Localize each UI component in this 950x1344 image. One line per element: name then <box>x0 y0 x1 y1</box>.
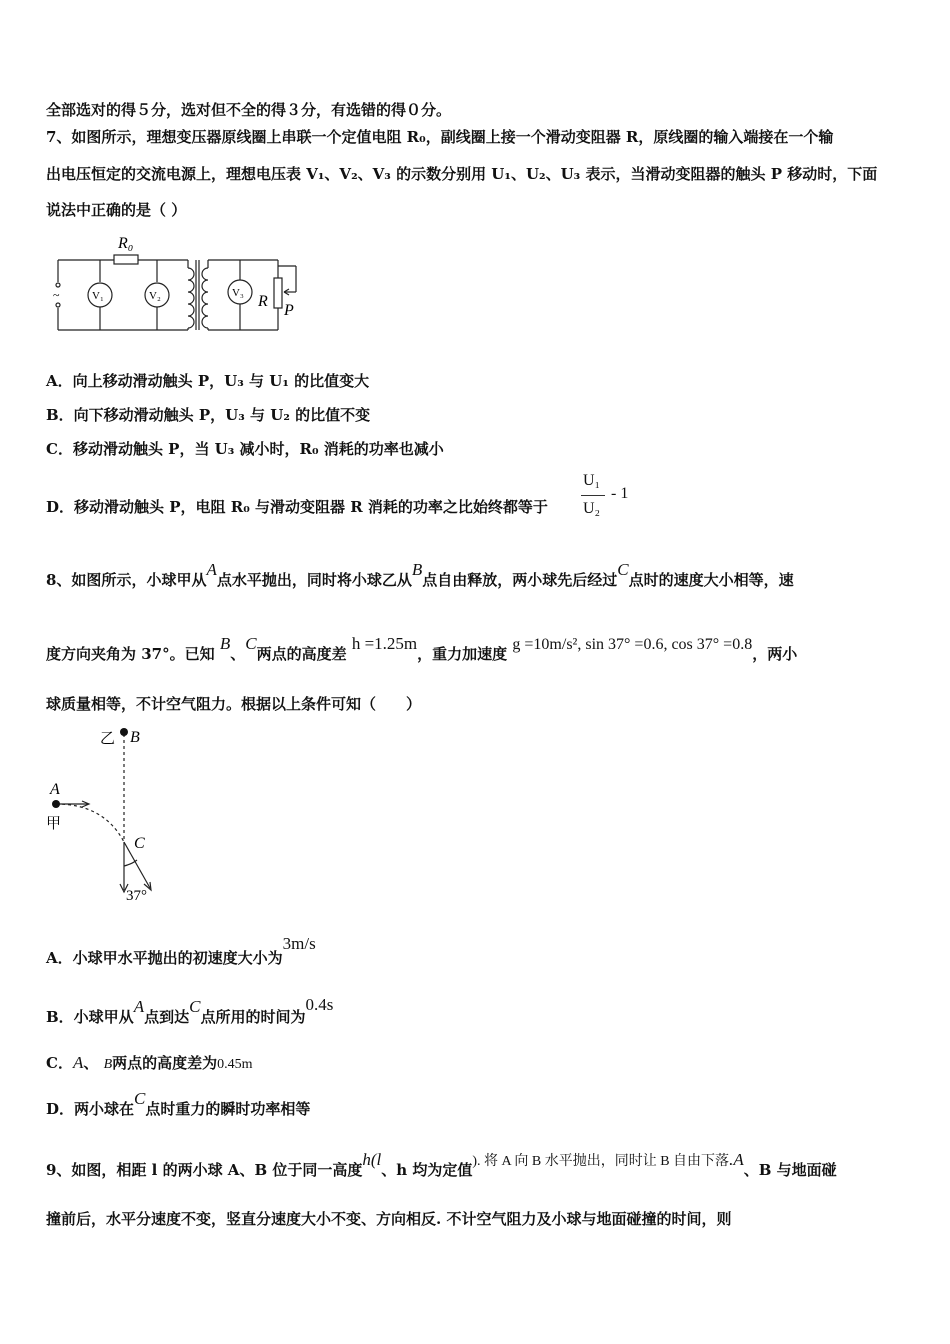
q8-fig-label-b: B <box>130 729 140 746</box>
q7-v3-label: V₃ <box>232 287 244 299</box>
q7-option-d-fraction-num: U₁ <box>583 472 601 489</box>
q9-l1-a: 9、如图，相距 l 的两小球 A、B 位于同一高度 <box>46 1161 363 1179</box>
q7-stem-line-3: 说法中正确的是（ ） <box>46 201 187 219</box>
q8-option-b-point-a: A <box>133 997 145 1016</box>
q9-l1-d: 、B 与地面碰 <box>743 1161 837 1179</box>
q8-stem-line-1 <box>46 560 794 590</box>
q8-l1-b: 点水平抛出，同时将小球乙从 <box>216 571 412 589</box>
q8-l1-point-c: C <box>617 560 629 579</box>
q8-option-c-point-b: B <box>103 1057 113 1072</box>
q9-l1-point-a: .A <box>729 1150 744 1169</box>
q9-stem-line-2: 撞前后，水平分速度不变，竖直分速度大小不变、方向相反. 不计空气阻力及小球与地面碰撞的时间，则 <box>46 1210 732 1228</box>
q7-option-a[interactable]: A．向上移动滑动触头 P，U₃ 与 U₁ 的比值变大 <box>46 372 370 390</box>
q7-option-d-fraction-den: U₂ <box>583 500 601 517</box>
q8-fig-label-jia: 甲 <box>46 816 62 832</box>
q7-p-label: P <box>284 302 294 319</box>
q7-option-b[interactable]: B．向下移动滑动触头 P，U₃ 与 U₂ 的比值不变 <box>46 406 371 424</box>
q8-option-c-a: C． <box>46 1054 73 1072</box>
q9-l1-b: 、h 均为定值 <box>381 1161 473 1179</box>
q8-option-c-value: 0.45m <box>217 1057 253 1072</box>
q7-transformer-circuit-figure <box>50 230 310 340</box>
q7-r0-label: R₀ <box>118 235 134 252</box>
q8-stem-line-2 <box>46 634 798 665</box>
q8-l2-d: ，两小 <box>752 645 798 663</box>
q8-option-d-a: D．两小球在 <box>46 1100 135 1118</box>
q7-r-label: R <box>258 293 268 310</box>
q8-stem-line-3: 球质量相等，不计空气阻力。根据以上条件可知（ ） <box>46 695 422 713</box>
q9-l1-c: ). 将 A 向 B 水平抛出，同时让 B 自由下落 <box>472 1154 730 1169</box>
q9-l1-h: h(l <box>362 1150 382 1169</box>
q8-option-b-b: 点到达 <box>144 1008 190 1026</box>
q8-option-a[interactable] <box>46 934 316 968</box>
q8-option-c[interactable] <box>46 1053 253 1075</box>
q8-l2-point-b: B <box>219 634 231 653</box>
q8-option-c-sep: 、 <box>83 1054 99 1072</box>
q7-option-c[interactable]: C．移动滑动触头 P，当 U₃ 减小时，R₀ 消耗的功率也减小 <box>46 440 444 458</box>
q8-l1-c: 点自由释放，两小球先后经过 <box>422 571 618 589</box>
q8-option-d-b: 点时重力的瞬时功率相等 <box>145 1100 311 1118</box>
q7-stem-line-1: 7、如图所示，理想变压器原线圈上串联一个定值电阻 R₀，副线圈上接一个滑动变阻器 R，原线圈的输入端接在一个输 <box>46 128 834 146</box>
q8-option-d-point-c: C <box>134 1089 146 1108</box>
q8-option-b-a: B．小球甲从 <box>46 1008 134 1026</box>
q8-option-a-text: A．小球甲水平抛出的初速度大小为 <box>46 949 283 967</box>
q8-fig-label-angle: 37° <box>126 888 147 904</box>
q7-ac-source-label: ~ <box>53 288 60 302</box>
q8-l2-a: 度方向夹角为 37°。已知 <box>46 645 215 663</box>
q8-option-c-b: 两点的高度差为 <box>112 1054 218 1072</box>
q8-height-formula: h =1.25m <box>351 634 418 653</box>
q8-fig-label-a: A <box>50 781 60 798</box>
q8-option-b-point-c: C <box>189 997 201 1016</box>
q8-l1-a: 8、如图所示，小球甲从 <box>46 571 207 589</box>
q8-fig-label-c: C <box>134 835 145 852</box>
q8-l2-b: 两点的高度差 <box>256 645 347 663</box>
q7-v2-label: V₂ <box>149 290 161 302</box>
q7-option-d-fraction-bar <box>581 495 605 496</box>
q8-l2-c: ，重力加速度 <box>417 645 508 663</box>
q8-projectile-figure <box>44 722 174 907</box>
q8-option-b-c: 点所用的时间为 <box>200 1008 306 1026</box>
q8-l1-point-b: B <box>411 560 423 579</box>
q7-option-d[interactable]: D．移动滑动触头 P，电阻 R₀ 与滑动变阻器 R 消耗的功率之比始终都等于 <box>46 498 548 516</box>
q8-option-b-value: 0.4s <box>305 995 334 1014</box>
q8-option-d[interactable] <box>46 1089 311 1119</box>
q8-option-a-value: 3m/s <box>282 934 316 953</box>
q7-option-d-fraction-tail: - 1 <box>611 485 629 502</box>
q8-l2-sep: 、 <box>230 645 246 663</box>
q8-option-b[interactable] <box>46 995 334 1027</box>
q8-gravity-formula: g =10m/s², sin 37° =0.6, cos 37° =0.8 <box>512 636 753 653</box>
q8-l1-d: 点时的速度大小相等，速 <box>628 571 794 589</box>
q8-fig-label-yi: 乙 <box>100 731 116 747</box>
q8-option-c-point-a: A <box>72 1053 84 1072</box>
q7-v1-label: V₁ <box>92 290 104 302</box>
q8-l2-point-c: C <box>245 634 257 653</box>
q9-stem-line-1 <box>46 1150 837 1182</box>
q8-l1-point-a: A <box>206 560 217 579</box>
score-rule-line: 全部选对的得５分，选对但不全的得３分，有选错的得０分。 <box>46 101 452 119</box>
q7-stem-line-2: 出电压恒定的交流电源上，理想电压表 V₁、V₂、V₃ 的示数分别用 U₁、U₂、U₃ 表示，当滑动变阻器的触头 P 移动时，下面 <box>46 165 878 183</box>
